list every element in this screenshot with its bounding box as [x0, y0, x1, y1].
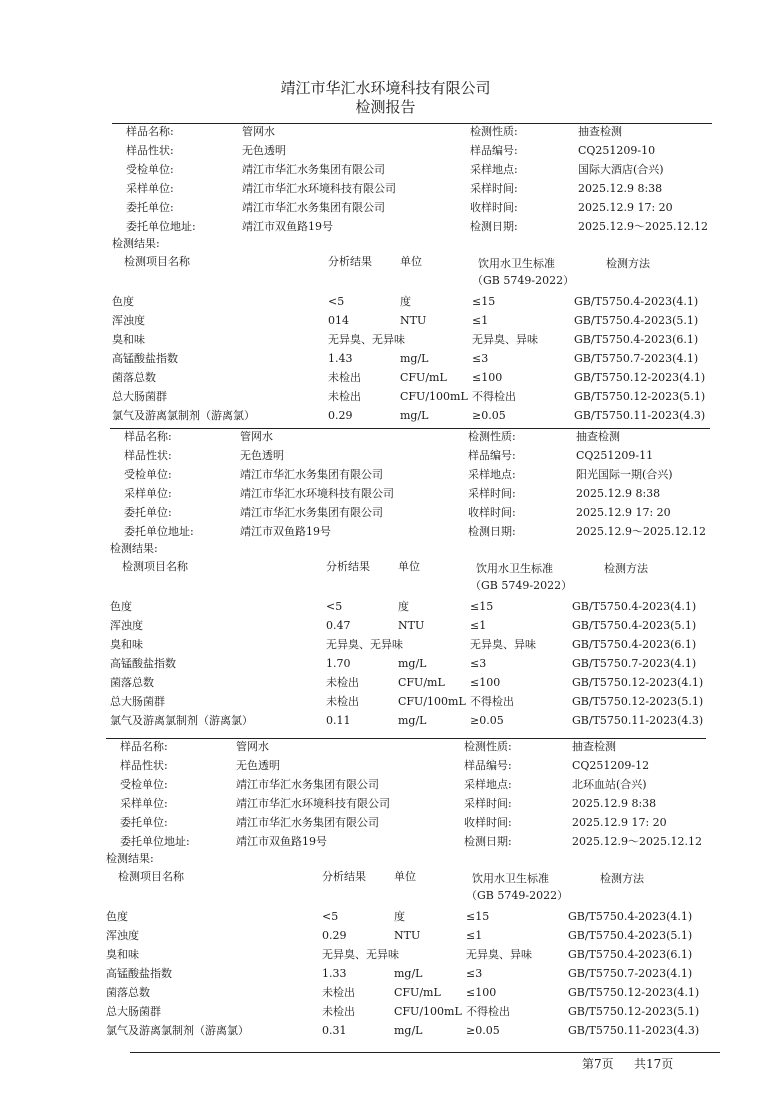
row-result: <5: [322, 910, 339, 923]
sample-block: [112, 125, 712, 435]
info-value: 北环血站(合兴): [572, 778, 647, 791]
row-method: GB/T5750.4-2023(6.1): [568, 948, 693, 961]
row-standard: ≤100: [472, 371, 503, 384]
row-standard: ≤1: [470, 619, 487, 632]
row-result: 无异臭、无异味: [328, 333, 405, 346]
row-result: 1.70: [326, 657, 351, 670]
row-item: 高锰酸盐指数: [110, 657, 176, 670]
info-value: 2025.12.9 17: 20: [572, 816, 667, 829]
info-value: 2025.12.9～2025.12.12: [572, 835, 702, 848]
info-label: 委托单位地址:: [120, 835, 190, 848]
row-result: <5: [328, 295, 345, 308]
row-standard: ≤3: [470, 657, 487, 670]
info-label: 样品编号:: [470, 144, 518, 157]
info-label: 检测性质:: [464, 740, 512, 753]
info-value: 靖江市华汇水务集团有限公司: [242, 201, 385, 214]
info-value: 2025.12.9 17: 20: [576, 506, 671, 519]
row-item: 菌落总数: [110, 676, 154, 689]
row-standard: ≤15: [472, 295, 496, 308]
row-standard: ≤3: [472, 352, 489, 365]
row-method: GB/T5750.12-2023(5.1): [568, 1005, 700, 1018]
info-label: 采样单位:: [126, 182, 174, 195]
info-label: 委托单位:: [120, 816, 168, 829]
info-value: 无色透明: [240, 449, 284, 462]
row-standard: ≤3: [466, 967, 483, 980]
row-result: 未检出: [326, 676, 359, 689]
info-label: 采样时间:: [470, 182, 518, 195]
info-value: 2025.12.9 17: 20: [578, 201, 673, 214]
page-number: 第7页: [582, 1057, 614, 1071]
info-label: 采样时间:: [468, 487, 516, 500]
row-result: <5: [326, 600, 343, 613]
row-unit: NTU: [400, 314, 427, 327]
block-rule: [112, 123, 712, 124]
block-rule: [106, 738, 706, 739]
row-unit: 度: [400, 295, 411, 308]
row-standard: 不得检出: [466, 1005, 510, 1018]
info-value: CQ251209-12: [572, 759, 650, 772]
info-value: 靖江市双鱼路19号: [242, 220, 333, 233]
row-standard: 不得检出: [472, 390, 516, 403]
info-value: 靖江市华汇水环境科技有限公司: [242, 182, 396, 195]
col-header-result: 分析结果: [326, 560, 370, 573]
row-result: 未检出: [322, 986, 355, 999]
results-label: 检测结果:: [112, 237, 160, 250]
row-unit: mg/L: [394, 1024, 423, 1037]
info-label: 委托单位地址:: [126, 220, 196, 233]
col-header-unit: 单位: [394, 870, 416, 883]
info-label: 委托单位:: [124, 506, 172, 519]
row-method: GB/T5750.4-2023(6.1): [574, 333, 699, 346]
info-value: 靖江市华汇水环境科技有限公司: [240, 487, 394, 500]
info-value: 靖江市双鱼路19号: [236, 835, 327, 848]
info-value: 靖江市华汇水务集团有限公司: [236, 816, 379, 829]
row-item: 浑浊度: [112, 314, 145, 327]
row-unit: 度: [398, 600, 409, 613]
row-result: 1.33: [322, 967, 347, 980]
info-value: 2025.12.9 8:38: [576, 487, 661, 500]
row-item: 氯气及游离氯制剂（游离氯）: [106, 1024, 249, 1037]
row-method: GB/T5750.11-2023(4.3): [572, 714, 704, 727]
info-value: 靖江市华汇水务集团有限公司: [240, 468, 383, 481]
row-standard: ≥0.05: [472, 409, 506, 422]
row-item: 总大肠菌群: [112, 390, 167, 403]
row-unit: mg/L: [394, 967, 423, 980]
info-value: 无色透明: [236, 759, 280, 772]
row-standard: 无异臭、异味: [472, 333, 538, 346]
info-label: 检测性质:: [468, 430, 516, 443]
row-result: 未检出: [328, 390, 361, 403]
row-standard: 不得检出: [470, 695, 514, 708]
results-label: 检测结果:: [110, 542, 158, 555]
info-value: 靖江市双鱼路19号: [240, 525, 331, 538]
row-unit: mg/L: [400, 409, 429, 422]
col-header-method: 检测方法: [600, 872, 644, 885]
info-value: 国际大酒店(合兴): [578, 163, 664, 176]
row-unit: CFU/mL: [394, 986, 441, 999]
info-value: 抽查检测: [572, 740, 616, 753]
info-label: 采样单位:: [124, 487, 172, 500]
row-item: 高锰酸盐指数: [106, 967, 172, 980]
row-result: 0.29: [322, 929, 347, 942]
row-result: 0.11: [326, 714, 351, 727]
row-standard: ≤100: [470, 676, 501, 689]
info-value: 管网水: [240, 430, 273, 443]
info-value: 阳光国际一期(合兴): [576, 468, 673, 481]
row-item: 臭和味: [106, 948, 139, 961]
info-label: 采样地点:: [470, 163, 518, 176]
info-value: 靖江市华汇水务集团有限公司: [242, 163, 385, 176]
info-value: 管网水: [242, 125, 275, 138]
row-method: GB/T5750.12-2023(5.1): [574, 390, 706, 403]
row-item: 色度: [106, 910, 128, 923]
col-header-standard: 饮用水卫生标准: [476, 562, 553, 575]
info-value: CQ251209-11: [576, 449, 654, 462]
row-unit: mg/L: [400, 352, 429, 365]
row-unit: CFU/mL: [400, 371, 447, 384]
info-label: 采样地点:: [464, 778, 512, 791]
info-label: 样品性状:: [124, 449, 172, 462]
info-value: 2025.12.9～2025.12.12: [578, 220, 708, 233]
row-unit: 度: [394, 910, 405, 923]
row-method: GB/T5750.12-2023(5.1): [572, 695, 704, 708]
block-rule: [110, 428, 710, 429]
info-value: 抽查检测: [576, 430, 620, 443]
row-unit: CFU/100mL: [394, 1005, 462, 1018]
row-item: 色度: [112, 295, 134, 308]
row-result: 0.47: [326, 619, 351, 632]
info-value: 靖江市华汇水环境科技有限公司: [236, 797, 390, 810]
info-label: 受检单位:: [126, 163, 174, 176]
info-label: 样品名称:: [120, 740, 168, 753]
info-label: 委托单位地址:: [124, 525, 194, 538]
report-title: 检测报告: [355, 98, 416, 116]
row-method: GB/T5750.4-2023(4.1): [572, 600, 697, 613]
info-label: 样品性状:: [120, 759, 168, 772]
row-unit: CFU/100mL: [400, 390, 468, 403]
row-result: 无异臭、无异味: [326, 638, 403, 651]
col-header-result: 分析结果: [328, 255, 372, 268]
row-method: GB/T5750.4-2023(4.1): [574, 295, 699, 308]
col-header-standard-sub: （GB 5749-2022）: [470, 579, 573, 592]
row-method: GB/T5750.11-2023(4.3): [574, 409, 706, 422]
row-item: 菌落总数: [106, 986, 150, 999]
page-total: 共17页: [634, 1057, 674, 1071]
col-header-unit: 单位: [400, 255, 422, 268]
row-standard: ≤15: [466, 910, 490, 923]
results-label: 检测结果:: [106, 852, 154, 865]
row-standard: 无异臭、异味: [466, 948, 532, 961]
info-value: 靖江市华汇水务集团有限公司: [236, 778, 379, 791]
row-unit: CFU/mL: [398, 676, 445, 689]
info-label: 收样时间:: [470, 201, 518, 214]
row-item: 臭和味: [110, 638, 143, 651]
row-result: 0.29: [328, 409, 353, 422]
footer-rule: [130, 1052, 720, 1053]
row-method: GB/T5750.12-2023(4.1): [574, 371, 706, 384]
row-result: 未检出: [328, 371, 361, 384]
info-label: 样品编号:: [468, 449, 516, 462]
row-method: GB/T5750.4-2023(6.1): [572, 638, 697, 651]
info-value: 无色透明: [242, 144, 286, 157]
info-value: 靖江市华汇水务集团有限公司: [240, 506, 383, 519]
row-method: GB/T5750.4-2023(4.1): [568, 910, 693, 923]
row-method: GB/T5750.7-2023(4.1): [572, 657, 697, 670]
row-standard: ≥0.05: [466, 1024, 500, 1037]
sample-block: [110, 430, 710, 740]
info-value: 2025.12.9 8:38: [572, 797, 657, 810]
row-unit: CFU/100mL: [398, 695, 466, 708]
row-result: 未检出: [326, 695, 359, 708]
row-method: GB/T5750.7-2023(4.1): [574, 352, 699, 365]
row-item: 氯气及游离氯制剂（游离氯）: [112, 409, 255, 422]
info-value: 2025.12.9 8:38: [578, 182, 663, 195]
col-header-method: 检测方法: [606, 257, 650, 270]
row-item: 氯气及游离氯制剂（游离氯）: [110, 714, 253, 727]
info-label: 收样时间:: [464, 816, 512, 829]
row-unit: NTU: [394, 929, 421, 942]
row-item: 浑浊度: [110, 619, 143, 632]
row-result: 未检出: [322, 1005, 355, 1018]
info-label: 委托单位:: [126, 201, 174, 214]
row-standard: ≤15: [470, 600, 494, 613]
info-label: 检测日期:: [468, 525, 516, 538]
row-method: GB/T5750.4-2023(5.1): [572, 619, 697, 632]
info-label: 样品编号:: [464, 759, 512, 772]
info-label: 收样时间:: [468, 506, 516, 519]
row-method: GB/T5750.4-2023(5.1): [568, 929, 693, 942]
row-result: 1.43: [328, 352, 353, 365]
row-method: GB/T5750.4-2023(5.1): [574, 314, 699, 327]
row-method: GB/T5750.12-2023(4.1): [568, 986, 700, 999]
row-item: 臭和味: [112, 333, 145, 346]
col-header-standard-sub: （GB 5749-2022）: [472, 274, 575, 287]
row-item: 浑浊度: [106, 929, 139, 942]
row-result: 014: [328, 314, 349, 327]
col-header-standard-sub: （GB 5749-2022）: [466, 889, 569, 902]
company-title: 靖江市华汇水环境科技有限公司: [280, 79, 491, 97]
row-unit: mg/L: [398, 714, 427, 727]
row-standard: ≤100: [466, 986, 497, 999]
row-unit: NTU: [398, 619, 425, 632]
col-header-item: 检测项目名称: [124, 255, 190, 268]
col-header-result: 分析结果: [322, 870, 366, 883]
col-header-standard: 饮用水卫生标准: [478, 257, 555, 270]
info-value: CQ251209-10: [578, 144, 656, 157]
row-method: GB/T5750.7-2023(4.1): [568, 967, 693, 980]
info-label: 检测日期:: [470, 220, 518, 233]
row-method: GB/T5750.11-2023(4.3): [568, 1024, 700, 1037]
info-label: 样品性状:: [126, 144, 174, 157]
row-item: 总大肠菌群: [106, 1005, 161, 1018]
row-standard: 无异臭、异味: [470, 638, 536, 651]
row-item: 总大肠菌群: [110, 695, 165, 708]
row-item: 高锰酸盐指数: [112, 352, 178, 365]
info-value: 管网水: [236, 740, 269, 753]
col-header-unit: 单位: [398, 560, 420, 573]
sample-block: [106, 740, 706, 1050]
info-label: 样品名称:: [124, 430, 172, 443]
info-label: 受检单位:: [124, 468, 172, 481]
row-standard: ≤1: [472, 314, 489, 327]
info-label: 样品名称:: [126, 125, 174, 138]
row-standard: ≥0.05: [470, 714, 504, 727]
info-label: 采样单位:: [120, 797, 168, 810]
row-item: 色度: [110, 600, 132, 613]
col-header-item: 检测项目名称: [118, 870, 184, 883]
row-result: 无异臭、无异味: [322, 948, 399, 961]
col-header-item: 检测项目名称: [122, 560, 188, 573]
info-label: 检测日期:: [464, 835, 512, 848]
col-header-method: 检测方法: [604, 562, 648, 575]
info-label: 采样地点:: [468, 468, 516, 481]
info-label: 受检单位:: [120, 778, 168, 791]
row-method: GB/T5750.12-2023(4.1): [572, 676, 704, 689]
row-item: 菌落总数: [112, 371, 156, 384]
info-label: 检测性质:: [470, 125, 518, 138]
row-unit: mg/L: [398, 657, 427, 670]
info-value: 2025.12.9～2025.12.12: [576, 525, 706, 538]
row-standard: ≤1: [466, 929, 483, 942]
col-header-standard: 饮用水卫生标准: [472, 872, 549, 885]
row-result: 0.31: [322, 1024, 347, 1037]
info-value: 抽查检测: [578, 125, 622, 138]
info-label: 采样时间:: [464, 797, 512, 810]
